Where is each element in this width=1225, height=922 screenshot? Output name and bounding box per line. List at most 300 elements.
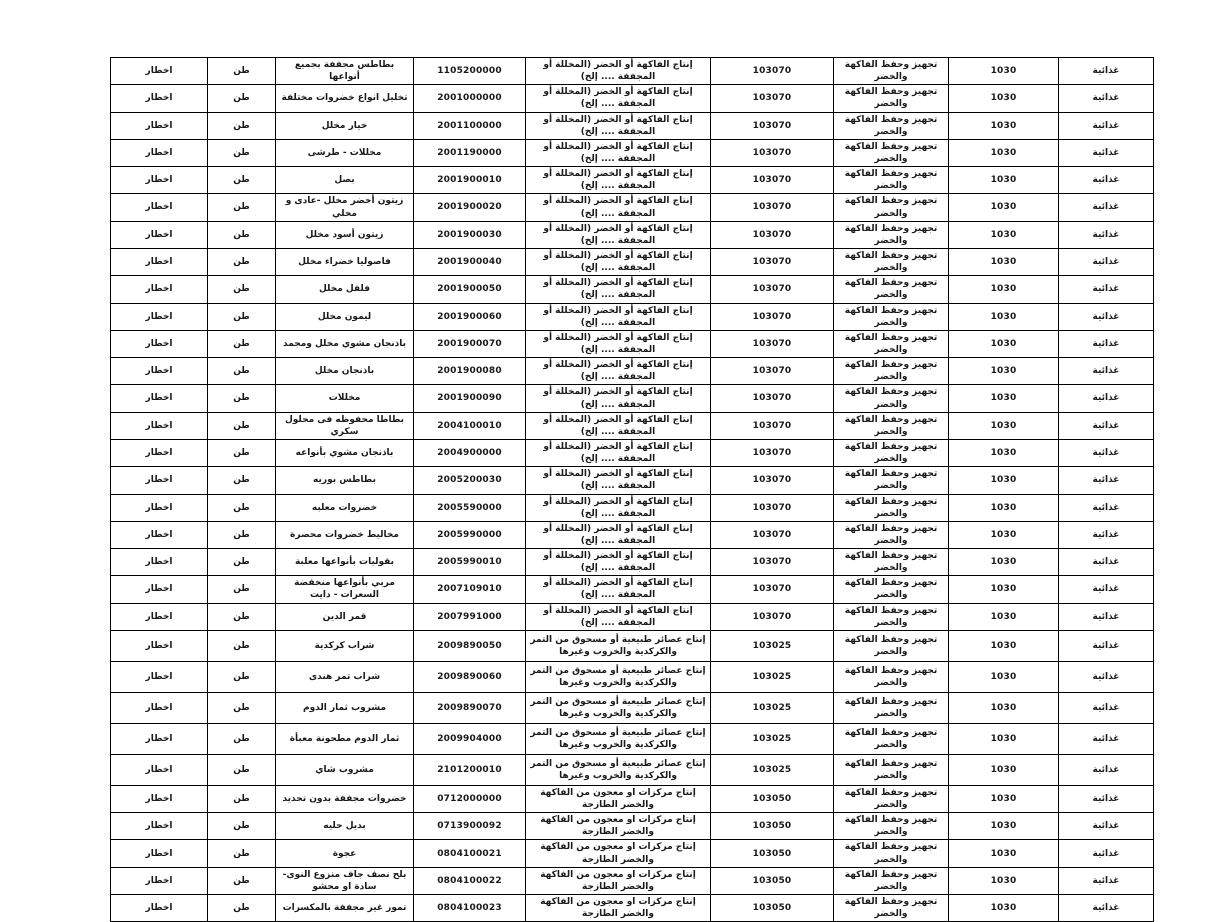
cell-sector-name: تجهيز وحفظ الفاكهة والخضر <box>834 303 949 330</box>
cell-unit: طن <box>208 723 276 754</box>
cell-sector-code: 1030 <box>949 813 1059 840</box>
cell-unit: طن <box>208 85 276 112</box>
products-activities-table <box>110 57 1154 922</box>
cell-sector-name: تجهيز وحفظ الفاكهة والخضر <box>834 549 949 576</box>
cell-activity-description: إنتاج الفاكهة أو الخضر (المخللة أو المجففة .... إلخ) <box>526 139 711 166</box>
cell-hs-code: 2001900060 <box>414 303 526 330</box>
cell-activity-description: إنتاج مركزات او معجون من الفاكهة والخضر الطازجة <box>526 867 711 894</box>
cell-activity-description: إنتاج الفاكهة أو الخضر (المخللة أو المجففة .... إلخ) <box>526 494 711 521</box>
cell-notification: اخطار <box>111 276 208 303</box>
cell-sector-name: تجهيز وحفظ الفاكهة والخضر <box>834 194 949 221</box>
cell-category: غذائية <box>1059 58 1154 85</box>
cell-product-name: مخللات <box>276 385 414 412</box>
cell-activity-description: إنتاج الفاكهة أو الخضر (المخللة أو المجففة .... إلخ) <box>526 467 711 494</box>
cell-unit: طن <box>208 867 276 894</box>
cell-sector-code: 1030 <box>949 895 1059 922</box>
cell-notification: اخطار <box>111 439 208 466</box>
cell-activity-code: 103025 <box>711 723 834 754</box>
cell-unit: طن <box>208 840 276 867</box>
table-row <box>111 439 1154 466</box>
cell-sector-code: 1030 <box>949 723 1059 754</box>
cell-notification: اخطار <box>111 385 208 412</box>
cell-hs-code: 2004100010 <box>414 412 526 439</box>
cell-notification: اخطار <box>111 549 208 576</box>
cell-sector-code: 1030 <box>949 303 1059 330</box>
cell-sector-code: 1030 <box>949 785 1059 812</box>
cell-notification: اخطار <box>111 813 208 840</box>
cell-sector-code: 1030 <box>949 330 1059 357</box>
table-row <box>111 723 1154 754</box>
table-row <box>111 385 1154 412</box>
cell-activity-code: 103070 <box>711 85 834 112</box>
table-body <box>111 58 1154 922</box>
cell-sector-name: تجهيز وحفظ الفاكهة والخضر <box>834 521 949 548</box>
table-row <box>111 692 1154 723</box>
table-row <box>111 467 1154 494</box>
cell-sector-name: تجهيز وحفظ الفاكهة والخضر <box>834 58 949 85</box>
table-row <box>111 603 1154 630</box>
cell-activity-code: 103070 <box>711 412 834 439</box>
cell-activity-code: 103050 <box>711 813 834 840</box>
cell-sector-code: 1030 <box>949 521 1059 548</box>
cell-sector-code: 1030 <box>949 276 1059 303</box>
cell-product-name: باذنجان مخلل <box>276 358 414 385</box>
cell-sector-code: 1030 <box>949 603 1059 630</box>
cell-product-name: مخللات - طرشى <box>276 139 414 166</box>
cell-unit: طن <box>208 248 276 275</box>
cell-sector-code: 1030 <box>949 692 1059 723</box>
cell-notification: اخطار <box>111 303 208 330</box>
cell-sector-name: تجهيز وحفظ الفاكهة والخضر <box>834 840 949 867</box>
cell-activity-code: 103070 <box>711 494 834 521</box>
cell-activity-code: 103070 <box>711 549 834 576</box>
cell-sector-code: 1030 <box>949 840 1059 867</box>
cell-activity-code: 103050 <box>711 785 834 812</box>
cell-sector-code: 1030 <box>949 412 1059 439</box>
cell-product-name: ثمار الدوم مطحونة معبأة <box>276 723 414 754</box>
cell-activity-description: إنتاج الفاكهة أو الخضر (المخللة أو المجففة .... إلخ) <box>526 603 711 630</box>
cell-notification: اخطار <box>111 692 208 723</box>
cell-sector-name: تجهيز وحفظ الفاكهة والخضر <box>834 754 949 785</box>
cell-sector-code: 1030 <box>949 494 1059 521</box>
cell-activity-description: إنتاج الفاكهة أو الخضر (المخللة أو المجففة .... إلخ) <box>526 549 711 576</box>
cell-sector-name: تجهيز وحفظ الفاكهة والخضر <box>834 385 949 412</box>
table-row <box>111 58 1154 85</box>
cell-notification: اخطار <box>111 412 208 439</box>
cell-unit: طن <box>208 467 276 494</box>
cell-sector-name: تجهيز وحفظ الفاكهة والخضر <box>834 603 949 630</box>
cell-activity-code: 103070 <box>711 385 834 412</box>
cell-category: غذائية <box>1059 754 1154 785</box>
table-row <box>111 549 1154 576</box>
cell-activity-description: إنتاج مركزات او معجون من الفاكهة والخضر الطازجة <box>526 785 711 812</box>
table-row <box>111 630 1154 661</box>
cell-sector-code: 1030 <box>949 85 1059 112</box>
cell-sector-code: 1030 <box>949 630 1059 661</box>
cell-unit: طن <box>208 549 276 576</box>
cell-category: غذائية <box>1059 276 1154 303</box>
cell-sector-name: تجهيز وحفظ الفاكهة والخضر <box>834 112 949 139</box>
cell-activity-code: 103070 <box>711 467 834 494</box>
cell-hs-code: 2007109010 <box>414 576 526 603</box>
cell-sector-code: 1030 <box>949 58 1059 85</box>
cell-activity-description: إنتاج الفاكهة أو الخضر (المخللة أو المجففة .... إلخ) <box>526 167 711 194</box>
cell-notification: اخطار <box>111 840 208 867</box>
cell-activity-code: 103070 <box>711 303 834 330</box>
cell-notification: اخطار <box>111 467 208 494</box>
cell-activity-code: 103050 <box>711 895 834 922</box>
cell-sector-code: 1030 <box>949 576 1059 603</box>
cell-sector-code: 1030 <box>949 754 1059 785</box>
cell-product-name: بطاطا محفوظه فى محلول سكري <box>276 412 414 439</box>
cell-sector-name: تجهيز وحفظ الفاكهة والخضر <box>834 330 949 357</box>
cell-hs-code: 2005200030 <box>414 467 526 494</box>
cell-activity-description: إنتاج الفاكهة أو الخضر (المخللة أو المجففة .... إلخ) <box>526 303 711 330</box>
cell-category: غذائية <box>1059 813 1154 840</box>
cell-activity-description: إنتاج الفاكهة أو الخضر (المخللة أو المجففة .... إلخ) <box>526 330 711 357</box>
cell-hs-code: 2005990010 <box>414 549 526 576</box>
cell-hs-code: 0804100022 <box>414 867 526 894</box>
cell-hs-code: 2001900070 <box>414 330 526 357</box>
cell-hs-code: 2009890070 <box>414 692 526 723</box>
cell-unit: طن <box>208 754 276 785</box>
cell-activity-description: إنتاج مركزات او معجون من الفاكهة والخضر الطازجة <box>526 813 711 840</box>
cell-product-name: تمور غير مجففة بالمكسرات <box>276 895 414 922</box>
cell-sector-code: 1030 <box>949 358 1059 385</box>
cell-notification: اخطار <box>111 494 208 521</box>
cell-sector-code: 1030 <box>949 139 1059 166</box>
table-row <box>111 358 1154 385</box>
cell-notification: اخطار <box>111 867 208 894</box>
cell-category: غذائية <box>1059 467 1154 494</box>
cell-sector-name: تجهيز وحفظ الفاكهة والخضر <box>834 661 949 692</box>
cell-category: غذائية <box>1059 661 1154 692</box>
cell-sector-name: تجهيز وحفظ الفاكهة والخضر <box>834 358 949 385</box>
cell-activity-code: 103070 <box>711 576 834 603</box>
table-row <box>111 194 1154 221</box>
cell-sector-name: تجهيز وحفظ الفاكهة والخضر <box>834 723 949 754</box>
cell-unit: طن <box>208 221 276 248</box>
cell-product-name: عجوة <box>276 840 414 867</box>
cell-sector-name: تجهيز وحفظ الفاكهة والخضر <box>834 576 949 603</box>
cell-activity-description: إنتاج الفاكهة أو الخضر (المخللة أو المجففة .... إلخ) <box>526 85 711 112</box>
cell-unit: طن <box>208 494 276 521</box>
cell-product-name: زيتون أخضر مخلل -عادى و مخلي <box>276 194 414 221</box>
cell-sector-name: تجهيز وحفظ الفاكهة والخضر <box>834 167 949 194</box>
cell-sector-code: 1030 <box>949 112 1059 139</box>
table-row <box>111 139 1154 166</box>
cell-unit: طن <box>208 58 276 85</box>
cell-activity-code: 103025 <box>711 754 834 785</box>
table-row <box>111 521 1154 548</box>
cell-notification: اخطار <box>111 661 208 692</box>
cell-notification: اخطار <box>111 167 208 194</box>
cell-hs-code: 2009890060 <box>414 661 526 692</box>
cell-unit: طن <box>208 303 276 330</box>
cell-hs-code: 2001900050 <box>414 276 526 303</box>
cell-product-name: بقوليات بأنواعها معلبة <box>276 549 414 576</box>
cell-sector-name: تجهيز وحفظ الفاكهة والخضر <box>834 785 949 812</box>
cell-sector-code: 1030 <box>949 467 1059 494</box>
cell-product-name: تخليل انواع خضروات مختلفة <box>276 85 414 112</box>
cell-category: غذائية <box>1059 549 1154 576</box>
cell-notification: اخطار <box>111 58 208 85</box>
cell-unit: طن <box>208 385 276 412</box>
cell-activity-description: إنتاج عصائر طبيعية أو مسحوق من التمر والكركدية والخروب وغيرها <box>526 630 711 661</box>
cell-activity-code: 103070 <box>711 330 834 357</box>
cell-unit: طن <box>208 813 276 840</box>
table-row <box>111 303 1154 330</box>
cell-category: غذائية <box>1059 692 1154 723</box>
cell-product-name: مربي بأنواعها منخفضة السعرات - دايت <box>276 576 414 603</box>
cell-category: غذائية <box>1059 358 1154 385</box>
cell-activity-code: 103070 <box>711 603 834 630</box>
cell-product-name: شراب تمر هندى <box>276 661 414 692</box>
cell-hs-code: 2009904000 <box>414 723 526 754</box>
cell-product-name: مشروب ثمار الدوم <box>276 692 414 723</box>
cell-product-name: مخاليط خضروات محضرة <box>276 521 414 548</box>
cell-category: غذائية <box>1059 412 1154 439</box>
cell-sector-name: تجهيز وحفظ الفاكهة والخضر <box>834 630 949 661</box>
cell-sector-name: تجهيز وحفظ الفاكهة والخضر <box>834 692 949 723</box>
cell-product-name: خضروات معلبه <box>276 494 414 521</box>
cell-category: غذائية <box>1059 303 1154 330</box>
cell-product-name: خيار مخلل <box>276 112 414 139</box>
cell-activity-code: 103050 <box>711 867 834 894</box>
cell-activity-description: إنتاج الفاكهة أو الخضر (المخللة أو المجففة .... إلخ) <box>526 194 711 221</box>
cell-unit: طن <box>208 412 276 439</box>
cell-unit: طن <box>208 603 276 630</box>
cell-notification: اخطار <box>111 139 208 166</box>
cell-sector-code: 1030 <box>949 194 1059 221</box>
cell-hs-code: 2001190000 <box>414 139 526 166</box>
cell-sector-code: 1030 <box>949 439 1059 466</box>
table-row <box>111 576 1154 603</box>
cell-product-name: بلح نصف جاف منزوع النوى- سادة او محشو <box>276 867 414 894</box>
cell-category: غذائية <box>1059 723 1154 754</box>
cell-category: غذائية <box>1059 867 1154 894</box>
table-row <box>111 494 1154 521</box>
table-row <box>111 221 1154 248</box>
cell-category: غذائية <box>1059 521 1154 548</box>
cell-unit: طن <box>208 112 276 139</box>
cell-sector-name: تجهيز وحفظ الفاكهة والخضر <box>834 494 949 521</box>
cell-product-name: بصل <box>276 167 414 194</box>
table-row <box>111 276 1154 303</box>
cell-sector-name: تجهيز وحفظ الفاكهة والخضر <box>834 813 949 840</box>
cell-sector-name: تجهيز وحفظ الفاكهة والخضر <box>834 248 949 275</box>
cell-hs-code: 0713900092 <box>414 813 526 840</box>
cell-unit: طن <box>208 895 276 922</box>
cell-product-name: بطاطس بوريه <box>276 467 414 494</box>
cell-unit: طن <box>208 330 276 357</box>
cell-category: غذائية <box>1059 221 1154 248</box>
cell-activity-code: 103070 <box>711 521 834 548</box>
table-row <box>111 813 1154 840</box>
cell-hs-code: 2001900040 <box>414 248 526 275</box>
cell-activity-description: إنتاج الفاكهة أو الخضر (المخللة أو المجففة .... إلخ) <box>526 412 711 439</box>
cell-notification: اخطار <box>111 754 208 785</box>
cell-sector-code: 1030 <box>949 167 1059 194</box>
cell-sector-name: تجهيز وحفظ الفاكهة والخضر <box>834 867 949 894</box>
cell-notification: اخطار <box>111 603 208 630</box>
cell-activity-code: 103025 <box>711 630 834 661</box>
cell-hs-code: 2001900020 <box>414 194 526 221</box>
cell-notification: اخطار <box>111 248 208 275</box>
cell-activity-description: إنتاج الفاكهة أو الخضر (المخللة أو المجففة .... إلخ) <box>526 58 711 85</box>
cell-unit: طن <box>208 661 276 692</box>
cell-unit: طن <box>208 358 276 385</box>
cell-hs-code: 2001100000 <box>414 112 526 139</box>
table-row <box>111 248 1154 275</box>
cell-sector-code: 1030 <box>949 248 1059 275</box>
cell-hs-code: 2009890050 <box>414 630 526 661</box>
cell-product-name: مشروب شاي <box>276 754 414 785</box>
table-row <box>111 895 1154 922</box>
cell-activity-code: 103070 <box>711 112 834 139</box>
cell-activity-code: 103025 <box>711 661 834 692</box>
cell-category: غذائية <box>1059 85 1154 112</box>
cell-activity-description: إنتاج الفاكهة أو الخضر (المخللة أو المجففة .... إلخ) <box>526 112 711 139</box>
cell-category: غذائية <box>1059 194 1154 221</box>
cell-activity-code: 103070 <box>711 58 834 85</box>
cell-activity-description: إنتاج الفاكهة أو الخضر (المخللة أو المجففة .... إلخ) <box>526 576 711 603</box>
cell-hs-code: 2001900080 <box>414 358 526 385</box>
cell-category: غذائية <box>1059 603 1154 630</box>
cell-notification: اخطار <box>111 723 208 754</box>
cell-activity-description: إنتاج الفاكهة أو الخضر (المخللة أو المجففة .... إلخ) <box>526 248 711 275</box>
cell-unit: طن <box>208 521 276 548</box>
cell-hs-code: 2004900000 <box>414 439 526 466</box>
cell-unit: طن <box>208 276 276 303</box>
cell-hs-code: 2001900030 <box>414 221 526 248</box>
cell-sector-name: تجهيز وحفظ الفاكهة والخضر <box>834 221 949 248</box>
cell-hs-code: 2005590000 <box>414 494 526 521</box>
cell-sector-name: تجهيز وحفظ الفاكهة والخضر <box>834 276 949 303</box>
cell-hs-code: 0804100021 <box>414 840 526 867</box>
cell-activity-description: إنتاج الفاكهة أو الخضر (المخللة أو المجففة .... إلخ) <box>526 385 711 412</box>
table-row <box>111 167 1154 194</box>
cell-notification: اخطار <box>111 895 208 922</box>
cell-unit: طن <box>208 439 276 466</box>
cell-product-name: قمر الدين <box>276 603 414 630</box>
cell-activity-code: 103070 <box>711 221 834 248</box>
cell-activity-code: 103070 <box>711 167 834 194</box>
cell-category: غذائية <box>1059 494 1154 521</box>
cell-category: غذائية <box>1059 576 1154 603</box>
cell-category: غذائية <box>1059 840 1154 867</box>
cell-category: غذائية <box>1059 785 1154 812</box>
cell-activity-description: إنتاج الفاكهة أو الخضر (المخللة أو المجففة .... إلخ) <box>526 276 711 303</box>
cell-activity-description: إنتاج عصائر طبيعية أو مسحوق من التمر والكركدية والخروب وغيرها <box>526 754 711 785</box>
cell-hs-code: 1105200000 <box>414 58 526 85</box>
cell-category: غذائية <box>1059 112 1154 139</box>
cell-sector-name: تجهيز وحفظ الفاكهة والخضر <box>834 439 949 466</box>
cell-notification: اخطار <box>111 112 208 139</box>
cell-hs-code: 2101200010 <box>414 754 526 785</box>
cell-category: غذائية <box>1059 330 1154 357</box>
cell-unit: طن <box>208 139 276 166</box>
cell-notification: اخطار <box>111 221 208 248</box>
cell-activity-description: إنتاج الفاكهة أو الخضر (المخللة أو المجففة .... إلخ) <box>526 221 711 248</box>
cell-activity-code: 103070 <box>711 139 834 166</box>
cell-sector-name: تجهيز وحفظ الفاكهة والخضر <box>834 412 949 439</box>
cell-sector-name: تجهيز وحفظ الفاكهة والخضر <box>834 139 949 166</box>
table-row <box>111 85 1154 112</box>
cell-unit: طن <box>208 194 276 221</box>
cell-activity-description: إنتاج عصائر طبيعية أو مسحوق من التمر والكركدية والخروب وغيرها <box>526 723 711 754</box>
cell-notification: اخطار <box>111 330 208 357</box>
cell-activity-code: 103070 <box>711 358 834 385</box>
cell-activity-code: 103070 <box>711 248 834 275</box>
cell-unit: طن <box>208 630 276 661</box>
cell-notification: اخطار <box>111 521 208 548</box>
cell-sector-code: 1030 <box>949 385 1059 412</box>
cell-hs-code: 2001900010 <box>414 167 526 194</box>
cell-unit: طن <box>208 785 276 812</box>
table-row <box>111 330 1154 357</box>
cell-notification: اخطار <box>111 785 208 812</box>
cell-hs-code: 2001900090 <box>414 385 526 412</box>
cell-notification: اخطار <box>111 194 208 221</box>
table-row <box>111 112 1154 139</box>
cell-product-name: بديل حليه <box>276 813 414 840</box>
cell-product-name: شراب كركدية <box>276 630 414 661</box>
cell-activity-description: إنتاج مركزات او معجون من الفاكهة والخضر الطازجة <box>526 895 711 922</box>
cell-product-name: ليمون مخلل <box>276 303 414 330</box>
cell-category: غذائية <box>1059 139 1154 166</box>
cell-notification: اخطار <box>111 630 208 661</box>
cell-hs-code: 0712000000 <box>414 785 526 812</box>
cell-sector-name: تجهيز وحفظ الفاكهة والخضر <box>834 895 949 922</box>
table-row <box>111 754 1154 785</box>
cell-product-name: زيتون أسود مخلل <box>276 221 414 248</box>
cell-sector-code: 1030 <box>949 661 1059 692</box>
cell-hs-code: 2007991000 <box>414 603 526 630</box>
cell-hs-code: 2001000000 <box>414 85 526 112</box>
cell-sector-name: تجهيز وحفظ الفاكهة والخضر <box>834 467 949 494</box>
cell-notification: اخطار <box>111 358 208 385</box>
cell-category: غذائية <box>1059 439 1154 466</box>
table-row <box>111 867 1154 894</box>
cell-activity-code: 103070 <box>711 439 834 466</box>
cell-category: غذائية <box>1059 630 1154 661</box>
cell-unit: طن <box>208 576 276 603</box>
table-row <box>111 412 1154 439</box>
cell-activity-description: إنتاج مركزات او معجون من الفاكهة والخضر الطازجة <box>526 840 711 867</box>
cell-activity-code: 103070 <box>711 194 834 221</box>
cell-sector-code: 1030 <box>949 549 1059 576</box>
table-row <box>111 785 1154 812</box>
cell-activity-description: إنتاج الفاكهة أو الخضر (المخللة أو المجففة .... إلخ) <box>526 521 711 548</box>
cell-category: غذائية <box>1059 248 1154 275</box>
cell-activity-code: 103050 <box>711 840 834 867</box>
cell-activity-description: إنتاج الفاكهة أو الخضر (المخللة أو المجففة .... إلخ) <box>526 358 711 385</box>
cell-category: غذائية <box>1059 167 1154 194</box>
cell-activity-code: 103070 <box>711 276 834 303</box>
cell-activity-description: إنتاج عصائر طبيعية أو مسحوق من التمر والكركدية والخروب وغيرها <box>526 692 711 723</box>
cell-unit: طن <box>208 167 276 194</box>
cell-sector-name: تجهيز وحفظ الفاكهة والخضر <box>834 85 949 112</box>
table-row <box>111 661 1154 692</box>
cell-notification: اخطار <box>111 576 208 603</box>
cell-category: غذائية <box>1059 385 1154 412</box>
cell-product-name: بطاطس مجففة بجميع أنواعها <box>276 58 414 85</box>
cell-activity-code: 103025 <box>711 692 834 723</box>
cell-product-name: فاصوليا خضراء مخلل <box>276 248 414 275</box>
cell-hs-code: 0804100023 <box>414 895 526 922</box>
cell-unit: طن <box>208 692 276 723</box>
